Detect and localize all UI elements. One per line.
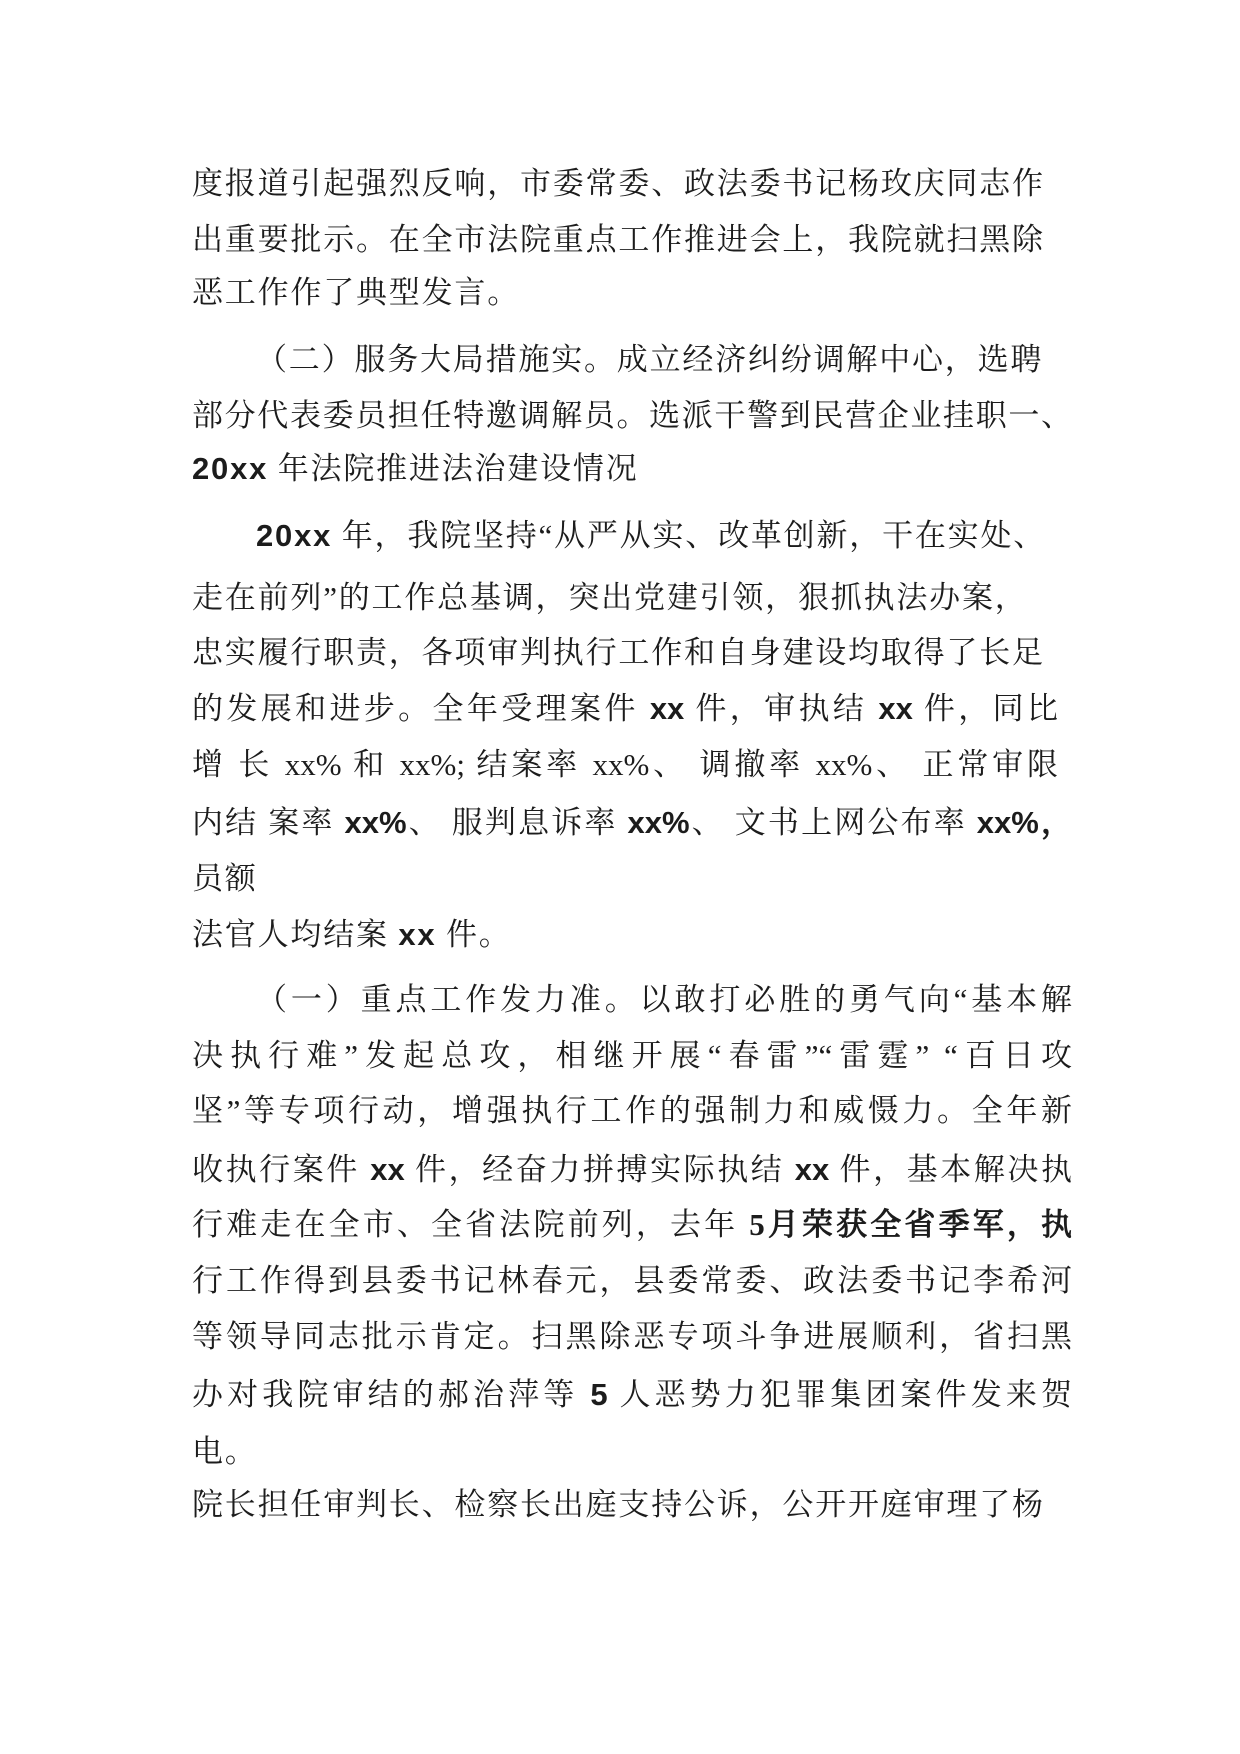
bold-text-segment: 20xx — [192, 451, 269, 486]
text-line: 等领导同志批示肯定。扫黑除恶专项斗争进展顺利，省扫黑 — [192, 1319, 1072, 1354]
text-line — [192, 1205, 1072, 1245]
text-line: 电。 — [192, 1434, 258, 1469]
paragraph-heading-line: （一）重点工作发力准。以敢打必胜的勇气向“基本解 — [256, 982, 1072, 1017]
text-segment: 件，审执结 — [684, 691, 879, 726]
bold-text-segment: xx% — [344, 805, 407, 840]
text-segment: 人恶势力犯罪集团案件发来贺 — [607, 1377, 1073, 1412]
bold-text-segment: xx — [794, 1152, 830, 1187]
text-segment: 法官人均结案 — [192, 917, 399, 952]
bold-text-segment: xx — [370, 1152, 405, 1187]
bold-text-segment: 20xx — [256, 518, 333, 553]
text-line — [256, 516, 1046, 556]
text-line — [192, 915, 512, 955]
text-segment: 件，基本解决执 — [829, 1152, 1072, 1187]
text-line: 度报道引起强烈反响，市委常委、政法委书记杨玫庆同志作 — [192, 166, 1045, 201]
bold-text-segment: 5 — [590, 1377, 608, 1412]
text-line: 部分代表委员担任特邀调解员。选派干警到民营企业挂职一、 — [192, 398, 1072, 433]
section-heading-line — [192, 449, 639, 489]
bold-text-segment: xx — [878, 691, 913, 726]
text-segment: 、 服判息诉率 — [406, 805, 628, 840]
text-line: 走在前列”的工作总基调，突出党建引领，狠抓执法办案， — [192, 580, 1028, 615]
text-line: 增 长 xx% 和 xx%; 结案率 xx%、 调撤率 xx%、 正常审限 — [192, 747, 1058, 782]
text-line — [192, 689, 1058, 729]
text-segment: 件。 — [436, 917, 512, 952]
text-line: 院长担任审判长、检察长出庭支持公诉，公开开庭审理了杨 — [192, 1487, 1045, 1522]
text-line — [192, 1150, 1072, 1190]
text-segment: 件，同比 — [912, 691, 1059, 726]
text-segment: 的发展和进步。全年受理案件 — [192, 691, 650, 726]
paragraph-heading-line: （二）服务大局措施实。成立经济纠纷调解中心，选聘 — [256, 342, 1044, 377]
text-segment: 内结 案率 — [192, 805, 345, 840]
text-segment: 办对我院审结的郝治萍等 — [192, 1377, 591, 1412]
bold-text-segment: xx — [649, 691, 685, 726]
text-line: 行工作得到县委书记林春元，县委常委、政法委书记李希河 — [192, 1263, 1072, 1298]
text-segment: 年法院推进法治建设情况 — [268, 451, 639, 486]
bold-text-segment: xx — [398, 917, 437, 952]
text-segment: 收执行案件 — [192, 1152, 371, 1187]
text-line — [192, 803, 1072, 843]
text-line: 决执行难”发起总攻，相继开展“春雷”“雷霆” “百日攻 — [192, 1038, 1072, 1073]
text-line: 坚”等专项行动，增强执行工作的强制力和威慑力。全年新 — [192, 1093, 1072, 1128]
text-line: 员额 — [192, 861, 258, 896]
bold-text-segment: 5月荣获全省季军，执 — [749, 1207, 1073, 1242]
text-segment: 、 文书上网公布率 — [689, 805, 977, 840]
text-line — [192, 1375, 1072, 1415]
text-line: 忠实履行职责，各项审判执行工作和自身建设均取得了长足 — [192, 635, 1045, 670]
text-segment: 年，我院坚持“从严从实、改革创新，干在实处、 — [332, 518, 1047, 553]
bold-text-segment: xx% — [627, 805, 690, 840]
text-line: 恶工作作了典型发言。 — [192, 275, 520, 310]
text-line: 出重要批示。在全市法院重点工作推进会上，我院就扫黑除 — [192, 222, 1045, 257]
text-segment: 件，经奋力拼搏实际执结 — [404, 1152, 795, 1187]
bold-text-segment: xx%， — [976, 805, 1073, 840]
text-segment: 行难走在全市、全省法院前列，去年 — [192, 1207, 750, 1242]
